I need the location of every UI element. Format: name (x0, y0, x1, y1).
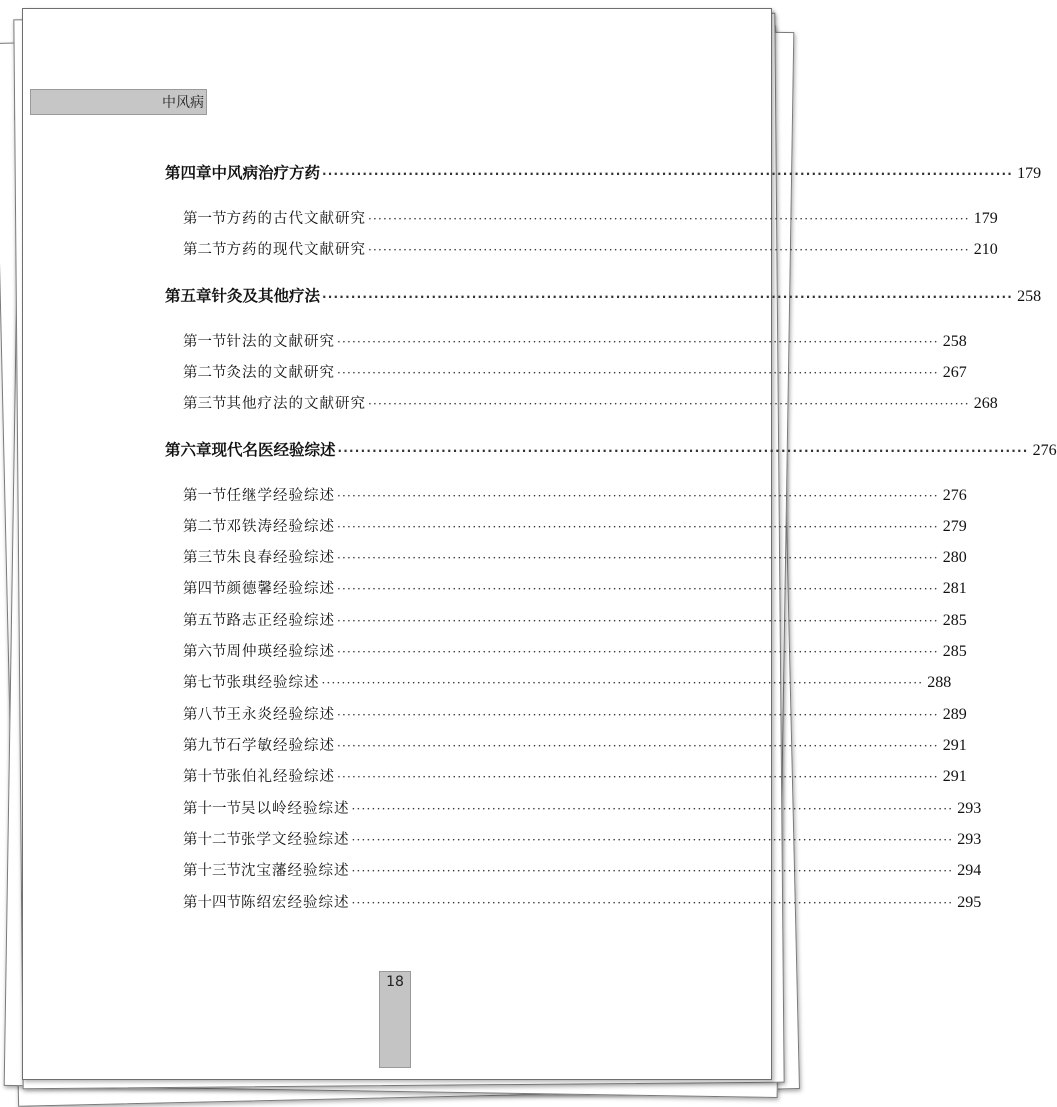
toc-entry-page: 285 (942, 612, 967, 629)
dot-leader: ························································································································ (368, 397, 970, 411)
toc-entry-page: 281 (942, 580, 967, 597)
toc-section-row[interactable] (183, 640, 967, 661)
toc-entry-title: 任继学经验综述 (226, 488, 335, 504)
toc-section-row[interactable] (183, 361, 967, 382)
toc-entry-number: 第十三节 (183, 863, 241, 879)
toc-entry-number: 第十节 (183, 769, 227, 785)
dot-leader: ························································································································ (337, 614, 939, 628)
toc-entry-number: 第一节 (183, 334, 227, 350)
toc-section-row[interactable] (183, 891, 982, 912)
toc-section-row[interactable] (183, 392, 998, 413)
dot-leader: ························································································································ (337, 739, 939, 753)
toc-entry-title: 张伯礼经验综述 (226, 769, 335, 785)
toc-entry-page: 293 (957, 800, 982, 817)
toc-entry-page: 258 (942, 333, 967, 350)
toc-entry-number: 第五章 (165, 287, 212, 305)
table-of-contents (23, 9, 1057, 1009)
toc-entry-number: 第四章 (165, 164, 212, 182)
toc-entry-title: 方药的现代文献研究 (226, 242, 366, 258)
dot-leader: ························································································································ (322, 167, 1014, 181)
dot-leader: ························································································································ (337, 366, 939, 380)
toc-section-row[interactable] (183, 609, 967, 630)
toc-entry-title: 针法的文献研究 (226, 334, 335, 350)
toc-entry-title: 王永炎经验综述 (226, 707, 335, 723)
dot-leader: ························································································································ (351, 896, 954, 910)
dot-leader: ························································································································ (337, 335, 939, 349)
toc-entry-title: 颜德馨经验综述 (226, 581, 335, 597)
page-number: 18 (386, 974, 404, 990)
toc-chapter-row[interactable] (165, 284, 1042, 306)
toc-entry-page: 268 (973, 395, 998, 412)
toc-entry-page: 258 (1017, 288, 1042, 305)
toc-section-row[interactable] (183, 859, 982, 880)
dot-leader: ························································································································ (322, 290, 1014, 304)
page-number-tab (379, 971, 411, 1068)
toc-entry-page: 280 (942, 549, 967, 566)
dot-leader: ························································································································ (337, 770, 939, 784)
toc-section-row[interactable] (183, 207, 998, 228)
dot-leader: ························································································································ (321, 676, 924, 690)
toc-section-row[interactable] (183, 703, 967, 724)
dot-leader: ························································································································ (351, 802, 954, 816)
toc-entry-number: 第六节 (183, 644, 227, 660)
toc-entry-number: 第三节 (183, 396, 227, 412)
toc-chapter-row[interactable] (165, 161, 1042, 183)
toc-entry-number: 第一节 (183, 488, 227, 504)
toc-chapter-row[interactable] (165, 438, 1057, 460)
dot-leader: ························································································································ (337, 551, 939, 565)
toc-entry-title: 路志正经验综述 (226, 613, 335, 629)
toc-entry-number: 第八节 (183, 707, 227, 723)
toc-section-row[interactable] (183, 765, 967, 786)
toc-entry-number: 第四节 (183, 581, 227, 597)
toc-entry-title: 周仲瑛经验综述 (226, 644, 335, 660)
toc-entry-page: 279 (942, 518, 967, 535)
toc-section-row[interactable] (183, 546, 967, 567)
dot-leader: ························································································································ (368, 243, 970, 257)
toc-entry-number: 第二节 (183, 519, 227, 535)
toc-entry-page: 276 (1032, 442, 1057, 459)
toc-entry-title: 石学敏经验综述 (226, 738, 335, 754)
toc-entry-number: 第六章 (165, 441, 212, 459)
toc-entry-title: 方药的古代文献研究 (226, 211, 366, 227)
toc-entry-number: 第十四节 (183, 895, 241, 911)
toc-entry-title: 针灸及其他疗法 (211, 287, 321, 305)
toc-section-row[interactable] (183, 577, 967, 598)
toc-section-row[interactable] (183, 797, 982, 818)
dot-leader: ························································································································ (337, 708, 939, 722)
toc-entry-page: 285 (942, 643, 967, 660)
toc-entry-title: 沈宝藩经验综述 (241, 863, 350, 879)
toc-entry-page: 291 (942, 737, 967, 754)
toc-section-row[interactable] (183, 330, 967, 351)
dot-leader: ························································································································ (337, 645, 939, 659)
toc-entry-page: 295 (957, 894, 982, 911)
toc-entry-title: 陈绍宏经验综述 (241, 895, 350, 911)
toc-entry-page: 293 (957, 831, 982, 848)
toc-entry-page: 291 (942, 768, 967, 785)
dot-leader: ························································································································ (368, 212, 970, 226)
toc-entry-page: 210 (973, 241, 998, 258)
toc-entry-title: 邓铁涛经验综述 (226, 519, 335, 535)
toc-section-row[interactable] (183, 515, 967, 536)
toc-entry-page: 294 (957, 862, 982, 879)
toc-entry-title: 其他疗法的文献研究 (226, 396, 366, 412)
toc-entry-page: 288 (927, 674, 952, 691)
dot-leader: ························································································································ (351, 833, 954, 847)
toc-entry-number: 第二节 (183, 242, 227, 258)
toc-entry-number: 第十二节 (183, 832, 241, 848)
toc-entry-title: 朱良春经验综述 (226, 550, 335, 566)
toc-entry-title: 现代名医经验综述 (211, 441, 336, 459)
toc-entry-title: 灸法的文献研究 (226, 365, 335, 381)
dot-leader: ························································································································ (337, 520, 939, 534)
toc-entry-page: 179 (973, 210, 998, 227)
toc-section-row[interactable] (183, 828, 982, 849)
toc-entry-page: 276 (942, 487, 967, 504)
toc-entry-number: 第一节 (183, 211, 227, 227)
dot-leader: ························································································································ (337, 444, 1029, 458)
header-title: 中风病 (162, 95, 204, 111)
toc-entry-title: 张学文经验综述 (241, 832, 350, 848)
toc-entry-number: 第二节 (183, 365, 227, 381)
toc-section-row[interactable] (183, 734, 967, 755)
dot-leader: ························································································································ (337, 582, 939, 596)
toc-entry-number: 第七节 (183, 675, 227, 691)
toc-entry-title: 吴以岭经验综述 (241, 801, 350, 817)
toc-section-row[interactable] (183, 238, 998, 259)
toc-entry-page: 289 (942, 706, 967, 723)
toc-entry-title: 张琪经验综述 (226, 675, 320, 691)
toc-entry-number: 第三节 (183, 550, 227, 566)
dot-leader: ························································································································ (337, 489, 939, 503)
toc-entry-number: 第五节 (183, 613, 227, 629)
toc-entry-title: 中风病治疗方药 (211, 164, 321, 182)
dot-leader: ························································································································ (351, 864, 954, 878)
toc-entry-number: 第十一节 (183, 801, 241, 817)
toc-entry-page: 179 (1017, 165, 1042, 182)
toc-entry-page: 267 (942, 364, 967, 381)
toc-entry-number: 第九节 (183, 738, 227, 754)
book-page (22, 8, 1057, 1080)
toc-section-row[interactable] (183, 484, 967, 505)
toc-section-row[interactable] (183, 671, 952, 692)
